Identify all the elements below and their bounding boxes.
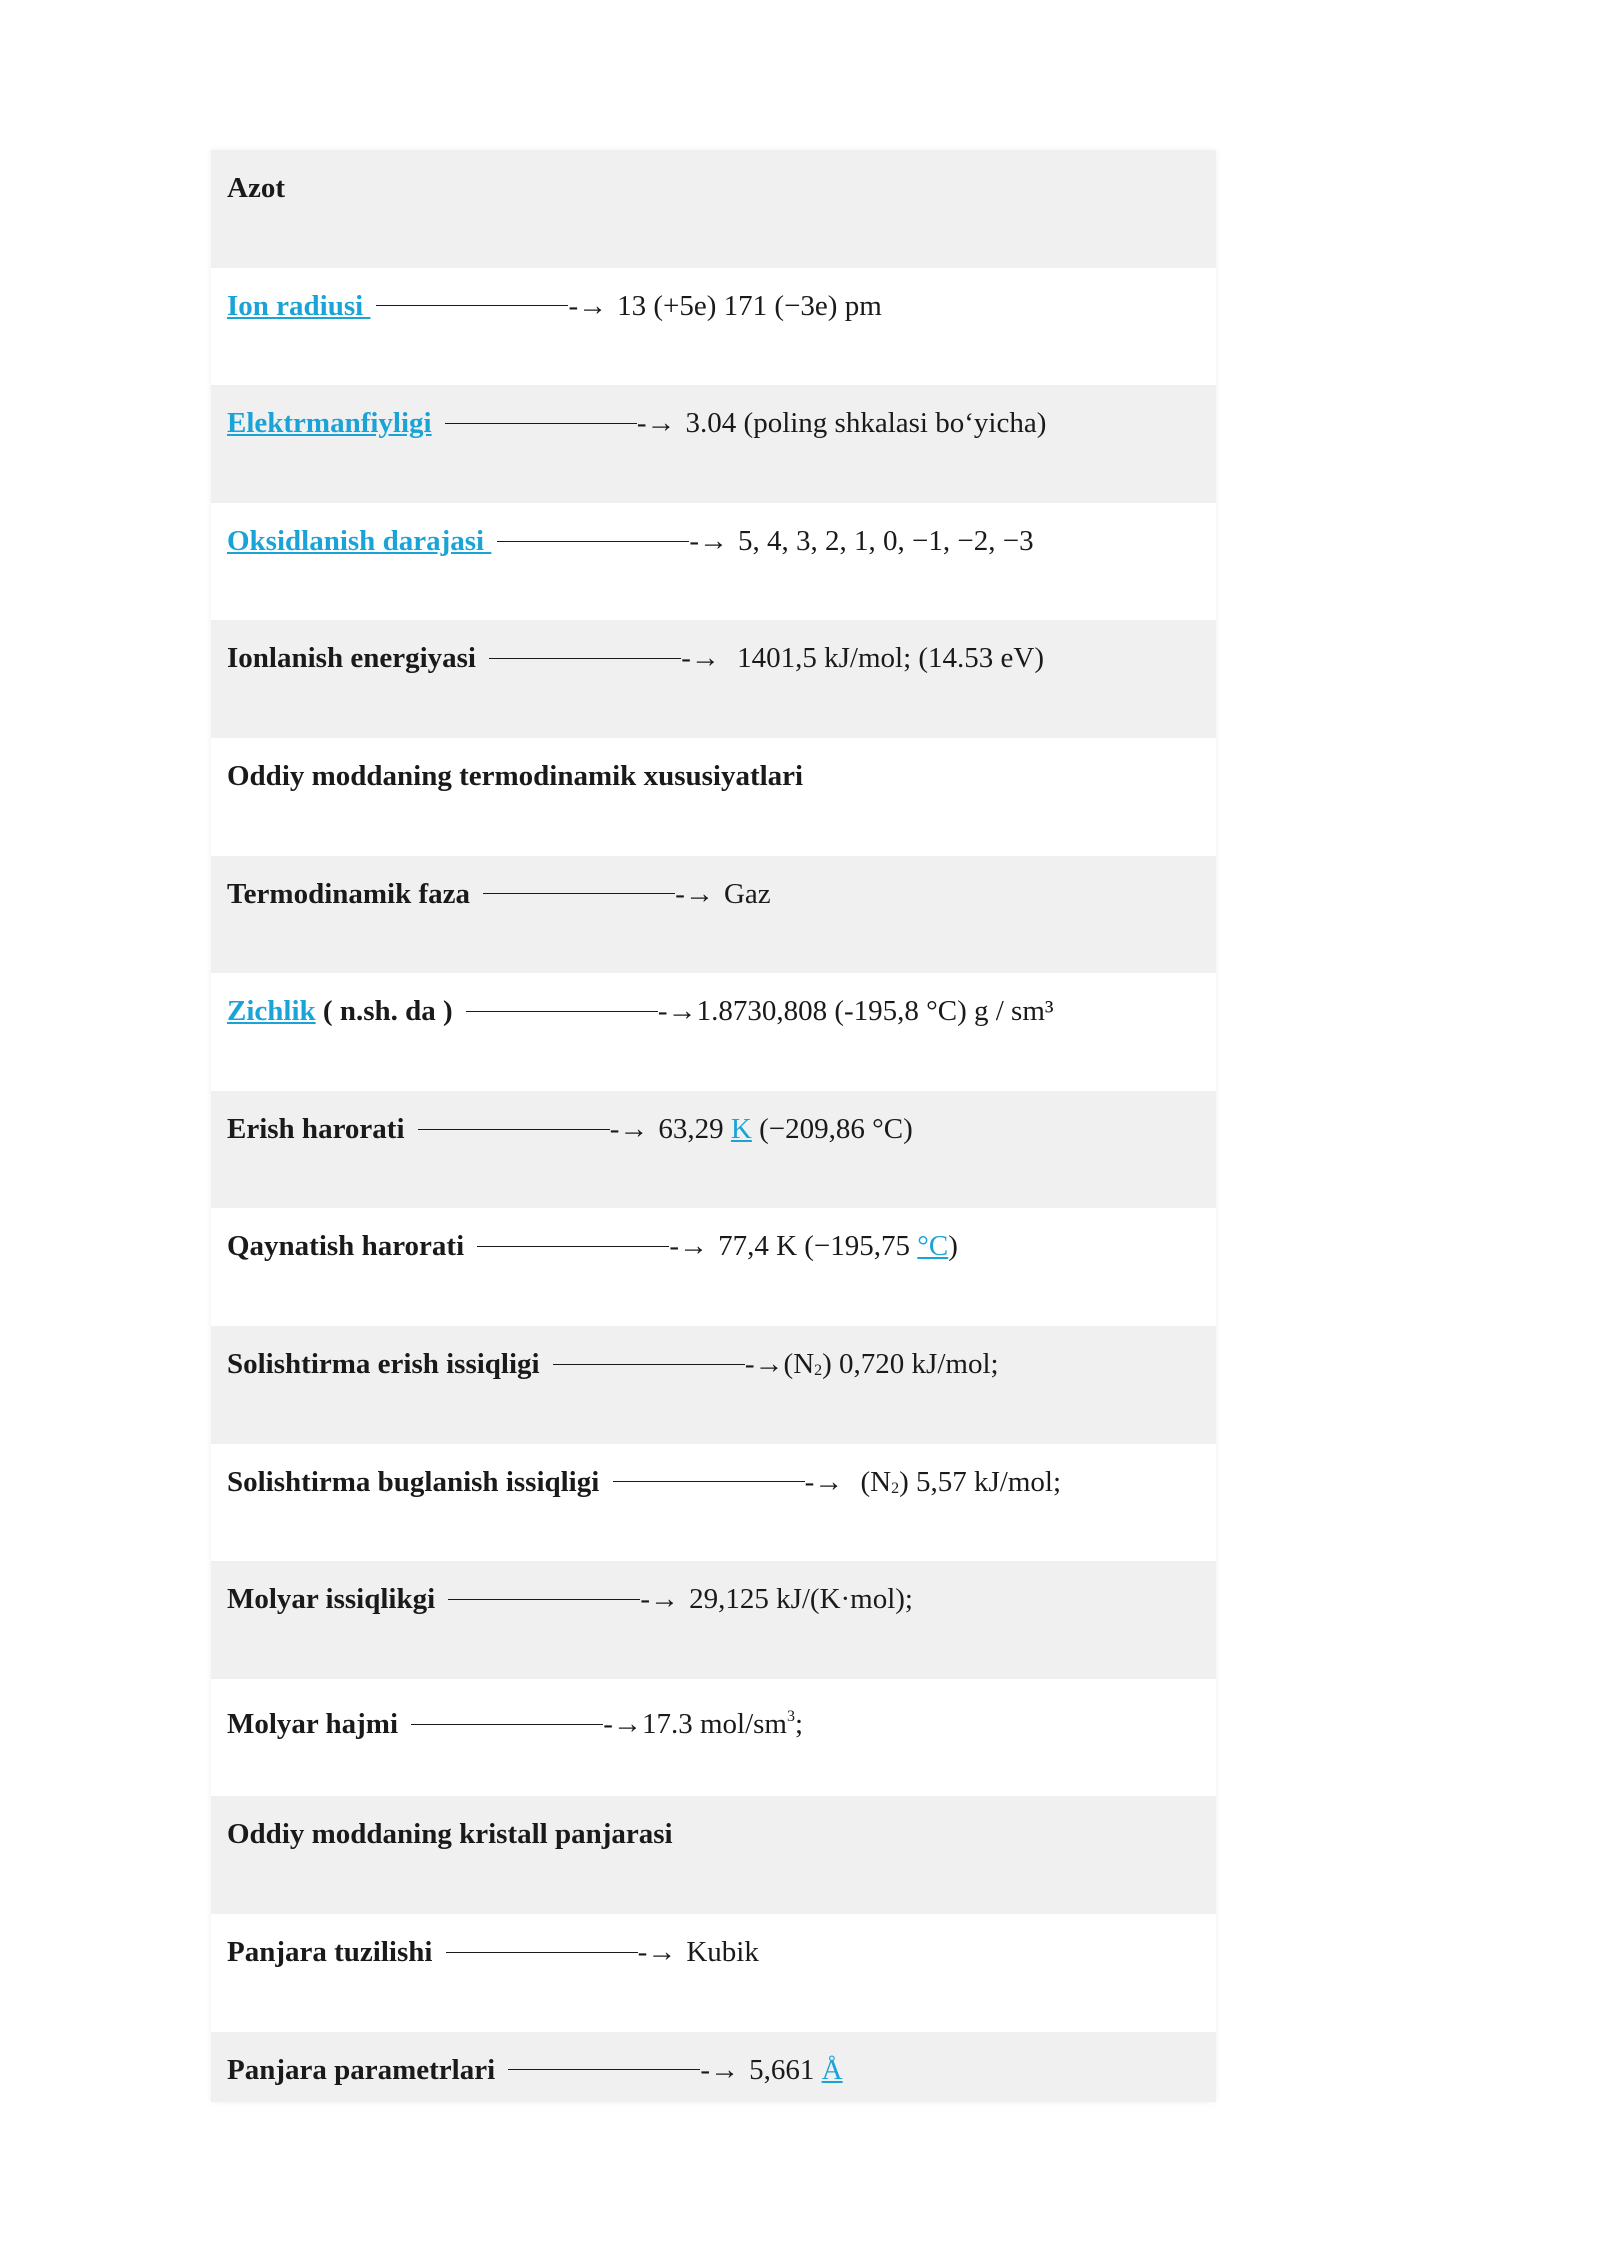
molar-heat-label: Molyar issiqlikgi <box>227 1583 436 1616</box>
molar-volume-label: Molyar hajmi <box>227 1707 399 1740</box>
electronegativity-value: 3.04 (poling shkalasi bo‘yicha) <box>685 407 1047 440</box>
ionization-label: Ionlanish energiyasi <box>227 642 476 675</box>
table-row-crystal-section <box>211 1796 1216 1914</box>
lattice-params-value: 5,661 <box>749 2053 822 2086</box>
molar-volume-value-end: ; <box>794 1707 804 1740</box>
table-row-ion-radius <box>211 268 1216 386</box>
table-row-lattice-structure <box>211 1914 1216 2032</box>
section-heading: Oddiy moddaning kristall panjarasi <box>227 1818 673 1851</box>
boiling-value: 77,4 K (−195,75 <box>718 1230 918 1263</box>
leader-line <box>508 2069 700 2070</box>
section-heading: Oddiy moddaning termodinamik xususiyatlari <box>227 759 804 792</box>
lattice-structure-value: Kubik <box>686 1935 759 1968</box>
leader-line <box>376 305 568 306</box>
angstrom-link[interactable]: Å <box>821 2053 843 2086</box>
density-label: ( n.sh. da ) <box>315 995 453 1028</box>
leader-line <box>448 1599 640 1600</box>
table-row-thermo-section <box>211 738 1216 856</box>
arrow: -→ <box>603 1707 642 1740</box>
table-row-title <box>211 150 1216 268</box>
leader-line <box>418 1129 610 1130</box>
arrow: -→ <box>640 1583 680 1616</box>
superscript: 3 <box>786 1707 795 1725</box>
melting-value: 63,29 <box>658 1112 731 1145</box>
arrow: -→ <box>804 1465 844 1498</box>
table-row-oxidation <box>211 503 1216 621</box>
table-row-molar-heat <box>211 1561 1216 1679</box>
leader-line <box>483 893 675 894</box>
table-row-phase <box>211 856 1216 974</box>
melting-value-celsius: (−209,86 °C) <box>751 1112 913 1145</box>
leader-line <box>489 658 681 659</box>
leader-line <box>497 541 689 542</box>
table-row-vaporization-heat <box>211 1444 1216 1562</box>
lattice-structure-label: Panjara tuzilishi <box>227 1935 433 1968</box>
arrow: -→ <box>568 289 608 322</box>
subscript: 2 <box>814 1361 823 1379</box>
arrow: -→ <box>669 1230 709 1263</box>
celsius-link[interactable]: °C <box>917 1230 949 1263</box>
density-link[interactable]: Zichlik <box>227 995 316 1028</box>
properties-table <box>211 150 1216 2102</box>
arrow: -→ <box>744 1347 784 1380</box>
fusion-heat-label: Solishtirma erish issiqligi <box>227 1347 540 1380</box>
leader-line <box>411 1724 603 1725</box>
leader-line <box>553 1364 745 1365</box>
oxidation-value: 5, 4, 3, 2, 1, 0, −1, −2, −3 <box>738 524 1034 557</box>
vaporization-heat-value: (N <box>853 1465 892 1498</box>
density-value: 1.8730,808 (-195,8 °C) g / sm³ <box>696 995 1054 1028</box>
arrow: -→ <box>637 1935 677 1968</box>
leader-line <box>477 1246 669 1247</box>
lattice-params-label: Panjara parametrlari <box>227 2053 496 2086</box>
melting-label: Erish harorati <box>227 1112 405 1145</box>
arrow: -→ <box>657 995 697 1028</box>
arrow: -→ <box>681 642 720 675</box>
vaporization-heat-value-end: ) 5,57 kJ/mol; <box>899 1465 1062 1498</box>
arrow: -→ <box>636 407 676 440</box>
leader-line <box>466 1011 658 1012</box>
arrow: -→ <box>700 2053 740 2086</box>
table-row-boiling <box>211 1208 1216 1326</box>
table-row-molar-volume <box>211 1679 1216 1797</box>
leader-line <box>446 1952 638 1953</box>
leader-line <box>445 423 637 424</box>
oxidation-link[interactable]: Oksidlanish darajasi <box>227 524 492 557</box>
molar-volume-value: 17.3 mol/sm <box>641 1707 787 1740</box>
table-row-lattice-params <box>211 2032 1216 2102</box>
ion-radius-value: 13 (+5e) 171 (−3e) pm <box>617 289 882 322</box>
ion-radius-link[interactable]: Ion radiusi <box>227 289 371 322</box>
table-row-ionization <box>211 620 1216 738</box>
table-row-fusion-heat <box>211 1326 1216 1444</box>
boiling-value-end: ) <box>948 1230 958 1263</box>
electronegativity-link[interactable]: Elektrmanfiyligi <box>227 407 432 440</box>
phase-label: Termodinamik faza <box>227 877 471 910</box>
molar-heat-value: 29,125 kJ/(K·mol); <box>689 1583 913 1616</box>
table-row-density <box>211 973 1216 1091</box>
arrow: -→ <box>689 524 728 557</box>
fusion-heat-value: (N <box>783 1347 815 1380</box>
boiling-label: Qaynatish harorati <box>227 1230 465 1263</box>
element-title: Azot <box>227 172 285 204</box>
leader-line <box>613 1481 805 1482</box>
kelvin-link[interactable]: K <box>730 1112 752 1145</box>
arrow: -→ <box>675 877 714 910</box>
table-row-electronegativity <box>211 385 1216 503</box>
fusion-heat-value-end: ) 0,720 kJ/mol; <box>822 1347 999 1380</box>
arrow: -→ <box>609 1112 649 1145</box>
phase-value: Gaz <box>723 877 771 910</box>
vaporization-heat-label: Solishtirma buglanish issiqligi <box>227 1465 600 1498</box>
subscript: 2 <box>891 1479 900 1497</box>
ionization-value: 1401,5 kJ/mol; (14.53 eV) <box>729 642 1045 675</box>
table-row-melting <box>211 1091 1216 1209</box>
